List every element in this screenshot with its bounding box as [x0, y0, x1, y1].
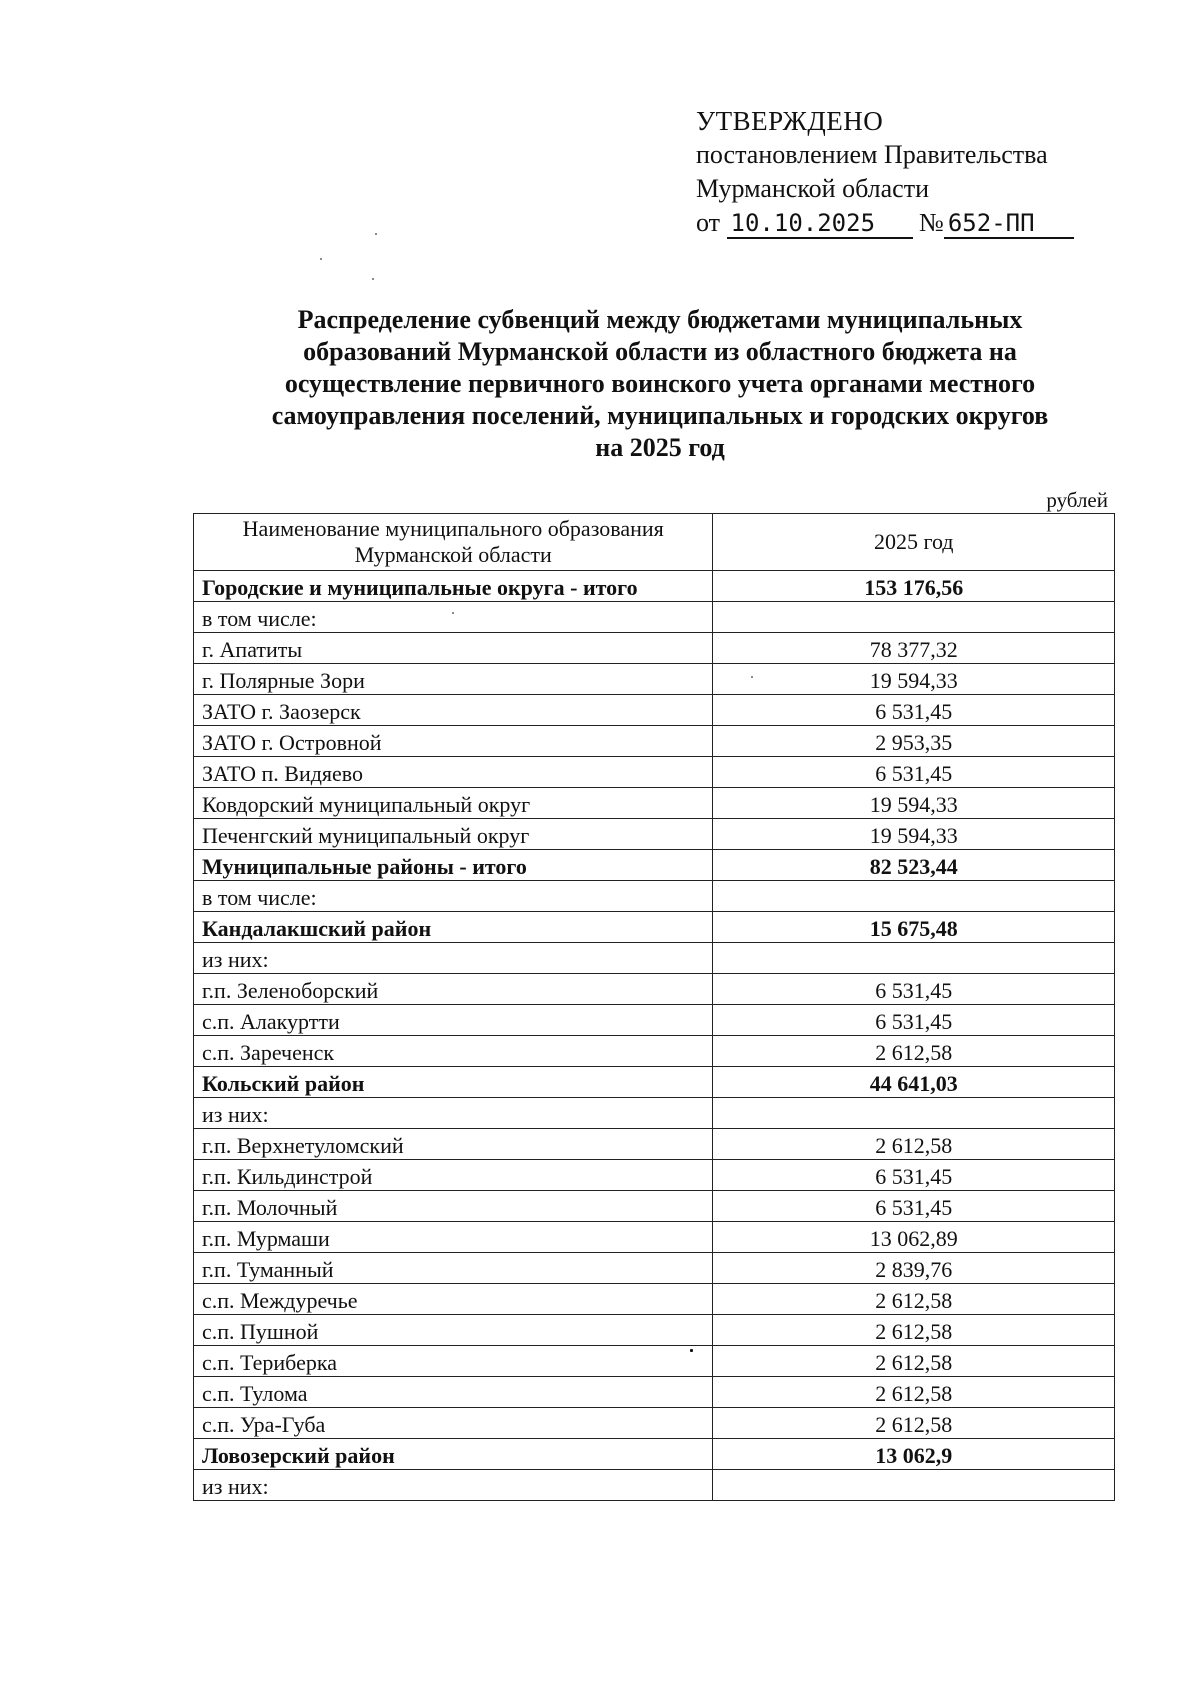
table-row [194, 1284, 1115, 1315]
table-row [194, 1377, 1115, 1408]
row-name: г. Апатиты [194, 633, 713, 664]
row-value: 2 612,58 [713, 1377, 1115, 1408]
row-name: из них: [194, 943, 713, 974]
scan-speck [375, 233, 377, 235]
row-value: 153 176,56 [713, 571, 1115, 602]
row-value: 2 612,58 [713, 1346, 1115, 1377]
row-name: с.п. Алакуртти [194, 1005, 713, 1036]
approval-stamp: УТВЕРЖДЕНО [696, 106, 884, 136]
row-name: из них: [194, 1098, 713, 1129]
table-row [194, 1222, 1115, 1253]
row-value [713, 943, 1115, 974]
table-row [194, 1129, 1115, 1160]
row-name: с.п. Тулома [194, 1377, 713, 1408]
scan-speck [372, 278, 374, 280]
approval-line-1: постановлением Правительства [696, 140, 1048, 169]
row-value: 82 523,44 [713, 850, 1115, 881]
number-prefix: № [919, 208, 944, 237]
row-name: г.п. Молочный [194, 1191, 713, 1222]
row-name: ЗАТО п. Видяево [194, 757, 713, 788]
document-title [180, 304, 1140, 464]
table-row [194, 726, 1115, 757]
row-value: 6 531,45 [713, 1005, 1115, 1036]
table-row [194, 1408, 1115, 1439]
table-row [194, 1160, 1115, 1191]
row-name: с.п. Ура-Губа [194, 1408, 713, 1439]
row-value: 19 594,33 [713, 819, 1115, 850]
row-name: Городские и муниципальные округа - итого [194, 571, 713, 602]
table-row [194, 757, 1115, 788]
table-row [194, 1315, 1115, 1346]
row-value: 78 377,32 [713, 633, 1115, 664]
table-row [194, 1036, 1115, 1067]
header-year: 2025 год [713, 514, 1115, 571]
row-name: Печенгский муниципальный округ [194, 819, 713, 850]
row-value: 2 953,35 [713, 726, 1115, 757]
date-prefix: от [696, 208, 721, 237]
row-value: 2 612,58 [713, 1129, 1115, 1160]
title-line-3: осуществление первичного воинского учета органами местного [284, 369, 1036, 398]
row-name: Ловозерский район [194, 1439, 713, 1470]
row-value: 19 594,33 [713, 788, 1115, 819]
row-name: с.п. Зареченск [194, 1036, 713, 1067]
row-name: г.п. Туманный [194, 1253, 713, 1284]
row-value: 6 531,45 [713, 1160, 1115, 1191]
table-row [194, 1005, 1115, 1036]
table-row [194, 819, 1115, 850]
row-name: с.п. Териберка [194, 1346, 713, 1377]
row-value: 2 839,76 [713, 1253, 1115, 1284]
title-line-2: образований Мурманской области из областного бюджета на [303, 337, 1017, 366]
header-name-line-2: Мурманской области [354, 542, 552, 567]
unit-label: рублей [1046, 488, 1108, 512]
row-value: 2 612,58 [713, 1284, 1115, 1315]
row-value: 6 531,45 [713, 695, 1115, 726]
row-name: в том числе: [194, 602, 713, 633]
table-row [194, 602, 1115, 633]
table-row [194, 850, 1115, 881]
row-value: 2 612,58 [713, 1408, 1115, 1439]
title-line-5: на 2025 год [595, 433, 725, 462]
row-value [713, 602, 1115, 633]
header-name-line-1: Наименование муниципального образования [242, 516, 664, 541]
row-name: Кольский район [194, 1067, 713, 1098]
table-row [194, 1439, 1115, 1470]
table-header-row [194, 514, 1115, 571]
table-row [194, 695, 1115, 726]
approval-date-line [696, 206, 1074, 240]
row-name: Муниципальные районы - итого [194, 850, 713, 881]
row-value: 2 612,58 [713, 1036, 1115, 1067]
row-name: с.п. Пушной [194, 1315, 713, 1346]
row-value [713, 1470, 1115, 1501]
row-name: г.п. Зеленоборский [194, 974, 713, 1005]
row-value: 6 531,45 [713, 757, 1115, 788]
approval-number: 652-ПП [944, 209, 1074, 239]
row-value: 15 675,48 [713, 912, 1115, 943]
table-row [194, 1346, 1115, 1377]
row-value: 6 531,45 [713, 1191, 1115, 1222]
table-row [194, 1470, 1115, 1501]
approval-date: 10.10.2025 [727, 209, 913, 239]
approval-line-2: Мурманской области [696, 174, 929, 203]
row-name: Кандалакшский район [194, 912, 713, 943]
row-value [713, 881, 1115, 912]
row-name: ЗАТО г. Островной [194, 726, 713, 757]
table-row [194, 1067, 1115, 1098]
row-name: г. Полярные Зори [194, 664, 713, 695]
row-name: г.п. Кильдинстрой [194, 1160, 713, 1191]
table-row [194, 1191, 1115, 1222]
table-row [194, 633, 1115, 664]
row-value: 19 594,33 [713, 664, 1115, 695]
table-row [194, 974, 1115, 1005]
row-value: 6 531,45 [713, 974, 1115, 1005]
row-name: г.п. Мурмаши [194, 1222, 713, 1253]
subvention-table [193, 513, 1115, 1501]
row-name: ЗАТО г. Заозерск [194, 695, 713, 726]
row-name: Ковдорский муниципальный округ [194, 788, 713, 819]
row-name: из них: [194, 1470, 713, 1501]
row-value [713, 1098, 1115, 1129]
table-row [194, 912, 1115, 943]
title-line-4: самоуправления поселений, муниципальных и городских округов [271, 401, 1049, 430]
row-name: с.п. Междуречье [194, 1284, 713, 1315]
row-value: 2 612,58 [713, 1315, 1115, 1346]
row-name: г.п. Верхнетуломский [194, 1129, 713, 1160]
table-row [194, 1098, 1115, 1129]
table-row [194, 664, 1115, 695]
row-value: 13 062,89 [713, 1222, 1115, 1253]
table-row [194, 943, 1115, 974]
row-value: 13 062,9 [713, 1439, 1115, 1470]
table-row [194, 881, 1115, 912]
row-value: 44 641,03 [713, 1067, 1115, 1098]
header-name [194, 514, 713, 571]
title-line-1: Распределение субвенций между бюджетами муниципальных [297, 305, 1023, 334]
scan-speck [320, 258, 322, 260]
table-row [194, 1253, 1115, 1284]
row-name: в том числе: [194, 881, 713, 912]
table-row [194, 571, 1115, 602]
approval-block [696, 104, 1074, 240]
table-row [194, 788, 1115, 819]
